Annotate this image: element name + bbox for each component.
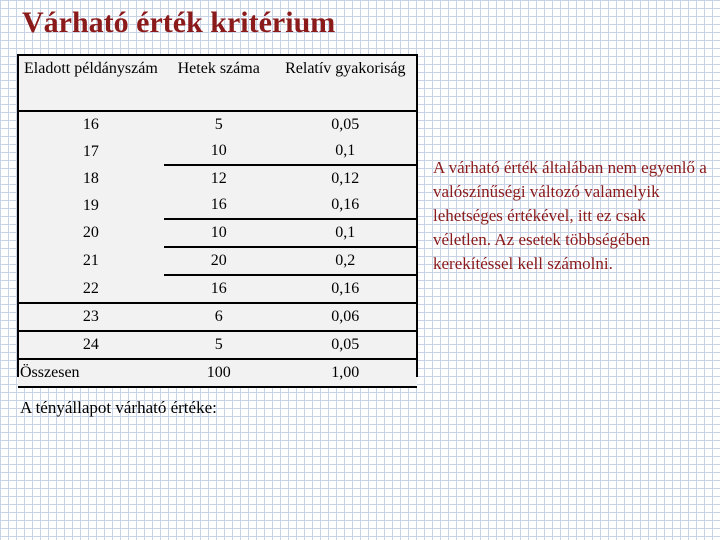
table-row	[18, 247, 417, 275]
cell-weeks: 20	[164, 247, 274, 275]
frequency-table	[18, 54, 417, 388]
cell-sold: 20	[82, 224, 99, 241]
cell-sold: 22	[82, 279, 99, 297]
table-row	[18, 303, 417, 331]
cell-sold: 16	[82, 116, 99, 133]
cell-relative: 0,12	[274, 165, 417, 192]
cell-weeks: 16	[164, 275, 274, 303]
cell-weeks: 10	[164, 219, 274, 247]
cell-sold: 18	[82, 169, 99, 187]
table-row	[18, 192, 417, 219]
cell-relative: 0,05	[274, 331, 417, 359]
cell-relative: 0,1	[274, 219, 417, 247]
table-total-row	[18, 359, 417, 387]
cell-weeks: 5	[214, 116, 223, 133]
table-row	[18, 275, 417, 303]
cell-sold: 23	[18, 303, 164, 331]
cell-relative: 0,2	[274, 247, 417, 275]
cell-relative: 0,06	[274, 303, 417, 331]
header-sold-copies: Eladott példányszám	[18, 55, 164, 111]
table-row	[18, 165, 417, 192]
cell-sold: 19	[82, 196, 99, 214]
cell-relative: 0,16	[331, 196, 360, 213]
table-row	[18, 111, 417, 138]
cell-relative: 0,1	[335, 142, 356, 159]
cell-weeks: 16	[210, 196, 227, 213]
cell-weeks: 12	[164, 165, 274, 192]
table-left-border	[17, 54, 19, 377]
cell-sold: 24	[18, 331, 164, 359]
cell-sold: 17	[82, 142, 99, 160]
slide-title: Várható érték kritérium	[22, 6, 336, 39]
cell-relative: 0,16	[274, 275, 417, 303]
total-weeks: 100	[164, 359, 274, 387]
total-label: Összesen	[18, 359, 164, 387]
side-note-text: A várható érték általában nem egyenlő a valószínűségi változó valamelyik lehetséges értékével, itt ez csak véletlen. Az esetek többségében kerekítéssel kell számolni.	[433, 158, 707, 273]
total-relative: 1,00	[274, 359, 417, 387]
cell-relative: 0,05	[331, 116, 360, 133]
cell-weeks: 10	[210, 142, 227, 159]
table-row	[18, 219, 417, 247]
table-header-row	[18, 55, 417, 111]
table-row	[18, 331, 417, 359]
header-number-of-weeks: Hetek száma	[164, 55, 274, 111]
table-right-border	[416, 54, 418, 377]
header-relative-frequency: Relatív gyakoriság	[274, 55, 417, 111]
cell-weeks: 6	[164, 303, 274, 331]
expected-value-label: A tényállapot várható értéke:	[20, 398, 217, 417]
cell-weeks: 5	[164, 331, 274, 359]
cell-sold: 21	[82, 252, 99, 269]
table-row	[18, 138, 417, 165]
